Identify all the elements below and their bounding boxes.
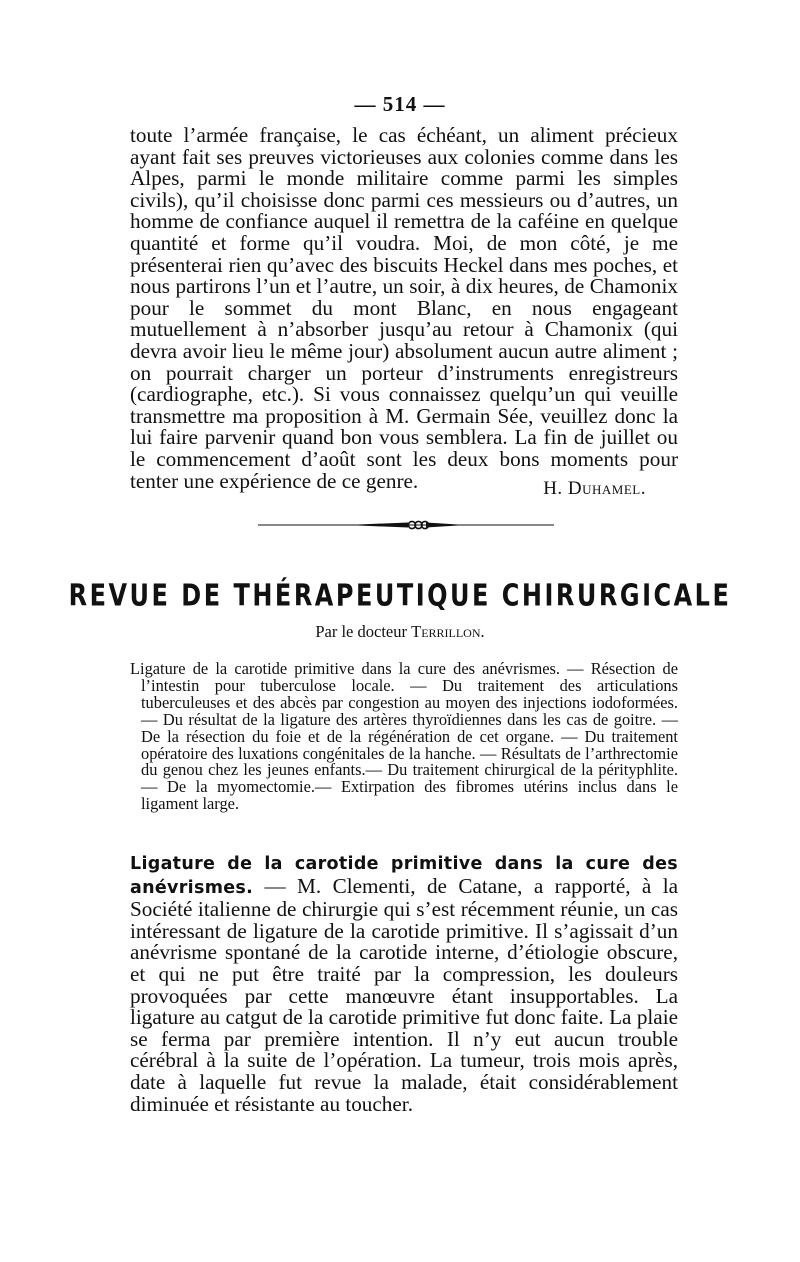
signature-name: Duhamel. (567, 478, 646, 499)
signature-initial: H. (543, 478, 563, 499)
article-text: — M. Clementi, de Catane, a rapporté, à la Société italienne de chirurgie qui s’est récemment réunie, un cas intéressant de ligature de la carotide primitive. Il s’agissait d’un anévrisme spontané de la carotide interne, d’étiologie obscure, et qui ne put être traité par la compression, les douleurs provoquées par cette manœuvre étant insupportables. La ligature au catgut de la carotide primitive fut donc faite. La plaie se ferma par première intention. Il n’y eut aucun trouble cérébral à la suite de l’opération. La tumeur, trois mois après, date à laquelle fut revue la malade, était considérablement diminuée et résistante au toucher. (130, 873, 679, 1116)
section-title: REVUE DE THÉRAPEUTIQUE CHIRURGICALE (68, 578, 732, 613)
byline-author: Terrillon. (411, 622, 485, 641)
page-number: — 514 — (354, 92, 446, 116)
byline-prefix: Par le docteur (315, 622, 407, 641)
article-heading: Ligature de la carotide primitive dans la cure des anévrismes. (130, 854, 678, 898)
section-summary: Ligature de la carotide primitive dans la cure des anévrismes. — Résection de l’intestin pour tuberculose locale. — Du traitement des articulations tuberculeuses et des abcès par congestion au moyen des injections iodoformées. — Du résultat de la ligature des artères thyroïdiennes dans les cas de goitre. — De la résection du foie et de la régénération de cet organe. — Du traitement opératoire des luxations congénitales de la hanche. — Résultats de l’arthrectomie du genou chez les jeunes enfants.— Du traitement chirurgical de la pérityphlite.— De la myomectomie.— Extirpation des fibromes utérins inclus dans le ligament large. (130, 659, 678, 814)
author-byline (0, 622, 800, 642)
signature (543, 478, 646, 500)
article-paragraph (130, 852, 678, 1115)
ornamental-rule (258, 517, 554, 533)
letter-paragraph: toute l’armée française, le cas échéant, un aliment précieux ayant fait ses preuves victorieuses aux colonies comme dans les Alpes, parmi le monde militaire comme parmi les simples civils), qu’il choisisse donc parmi ces messieurs ou d’autres, un homme de confiance auquel il remettra de la caféine en quelque quantité et forme qu’il voudra. Moi, de mon côté, je me présenterai rien qu’avec des biscuits Heckel dans mes poches, et nous partirons l’un et l’autre, un soir, à dix heures, de Chamonix pour le sommet du mont Blanc, en nous engageant mutuellement à n’absorber jusqu’au retour à Chamonix (qui devra avoir lieu le même jour) absolument aucun autre aliment ; on pourrait charger un porteur d’instruments enregistreurs (cardiographe, etc.). Si vous connaissez quelqu’un qui veuille transmettre ma proposition à M. Germain Sée, veuillez donc la lui faire parvenir quand bon vous semblera. La fin de juillet ou le commencement d’août sont les deux bons moments pour tenter une expérience de ce genre. (130, 123, 678, 493)
